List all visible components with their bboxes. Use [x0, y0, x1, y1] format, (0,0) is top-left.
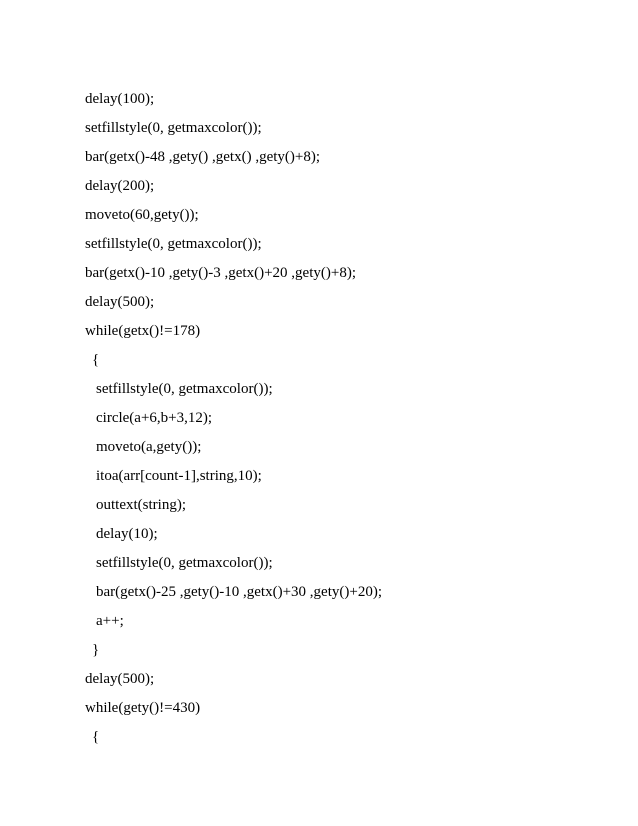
code-line: delay(10);: [96, 526, 158, 542]
code-line: bar(getx()-10 ,gety()-3 ,getx()+20 ,gety()+8);: [85, 265, 356, 281]
code-line: bar(getx()-25 ,gety()-10 ,getx()+30 ,gety()+20);: [96, 584, 382, 600]
code-line: setfillstyle(0, getmaxcolor());: [96, 381, 273, 397]
code-line: while(gety()!=430): [85, 700, 201, 716]
code-line: itoa(arr[count-1],string,10);: [96, 468, 262, 484]
code-line: {: [92, 352, 100, 368]
code-line: setfillstyle(0, getmaxcolor());: [96, 555, 273, 571]
code-line: outtext(string);: [96, 497, 186, 513]
code-line: bar(getx()-48 ,gety() ,getx() ,gety()+8);: [85, 149, 321, 165]
code-line: delay(200);: [85, 178, 155, 194]
code-line: moveto(60,gety());: [85, 207, 199, 223]
code-line: delay(500);: [85, 671, 155, 687]
code-line: setfillstyle(0, getmaxcolor());: [85, 120, 262, 136]
code-line: circle(a+6,b+3,12);: [96, 410, 213, 426]
code-line: setfillstyle(0, getmaxcolor());: [85, 236, 262, 252]
code-line: moveto(a,gety());: [96, 439, 202, 455]
code-line: delay(500);: [85, 294, 155, 310]
code-line: a++;: [96, 613, 124, 629]
code-line: {: [92, 729, 100, 745]
code-line: }: [92, 642, 100, 658]
code-line: while(getx()!=178): [85, 323, 201, 339]
code-line: delay(100);: [85, 91, 155, 107]
